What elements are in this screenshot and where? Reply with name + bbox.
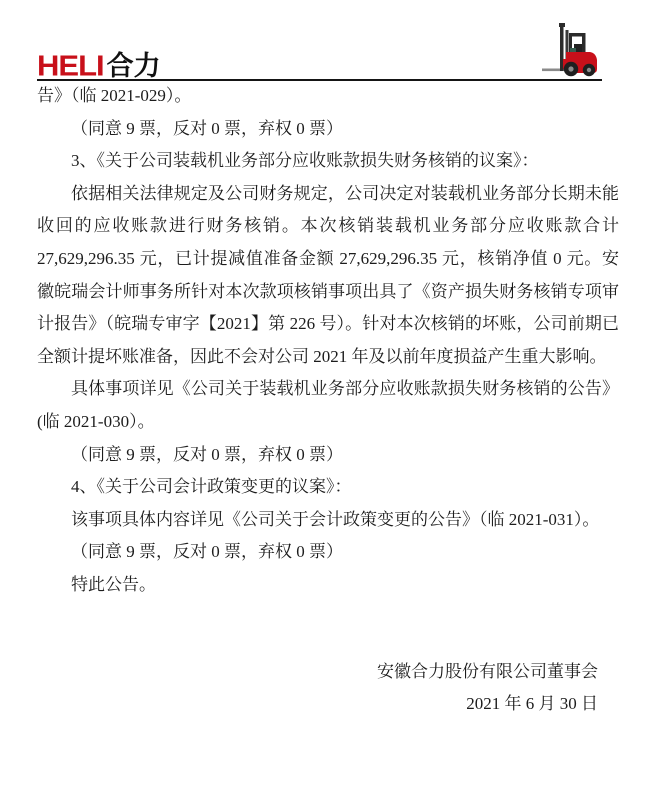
heli-logo-chinese-text: 合力	[106, 51, 161, 81]
item3-detail: 具体事项详见《公司关于装载机业务部分应收账款损失财务核销的公告》(临 2021-030）。	[37, 379, 619, 431]
signature-company: 安徽合力股份有限公司董事会	[377, 661, 598, 681]
item3-body: 依据相关法律规定及公司财务规定，公司决定对装载机业务部分长期未能收回的应收账款进行财务核销。本次核销装载机业务部分应收账款合计 27,629,296.35 元，已计提减值准备金额 27,629,296.35 元，核销净值 0 元。安徽皖瑞会计师事务所针对本次款项核销事项出具了《资产损失财务核销专项审计报告》（皖瑞专审字【2021】第 226 号）。针对本次核销的坏账，公司前期已全额计提坏账准备，因此不会对公司 2021 年及以前年度损益产生重大影响。	[37, 183, 619, 366]
paragraph-continuation: 告》（临 2021-029）。	[37, 86, 192, 105]
item4-detail: 该事项具体内容详见《公司关于会计政策变更的公告》（临 2021-031）。	[71, 509, 600, 529]
signature-date: 2021 年 6 月 30 日	[466, 694, 598, 714]
signature-block	[37, 656, 619, 721]
forklift-icon	[542, 21, 598, 78]
closing-statement: 特此公告。	[71, 574, 156, 594]
vote-result-1: （同意 9 票，反对 0 票，弃权 0 票）	[71, 118, 343, 138]
vote-result-2: （同意 9 票，反对 0 票，弃权 0 票）	[71, 444, 343, 464]
item4-title: 4、《关于公司会计政策变更的议案》：	[71, 477, 352, 497]
heli-logo-latin-text: HELI	[37, 49, 104, 82]
page-header	[37, 0, 602, 81]
document-body	[37, 80, 619, 721]
item3-title: 3、《关于公司装载机业务部分应收账款损失财务核销的议案》：	[71, 151, 539, 171]
vote-result-3: （同意 9 票，反对 0 票，弃权 0 票）	[71, 542, 343, 562]
heli-logo	[37, 49, 161, 80]
